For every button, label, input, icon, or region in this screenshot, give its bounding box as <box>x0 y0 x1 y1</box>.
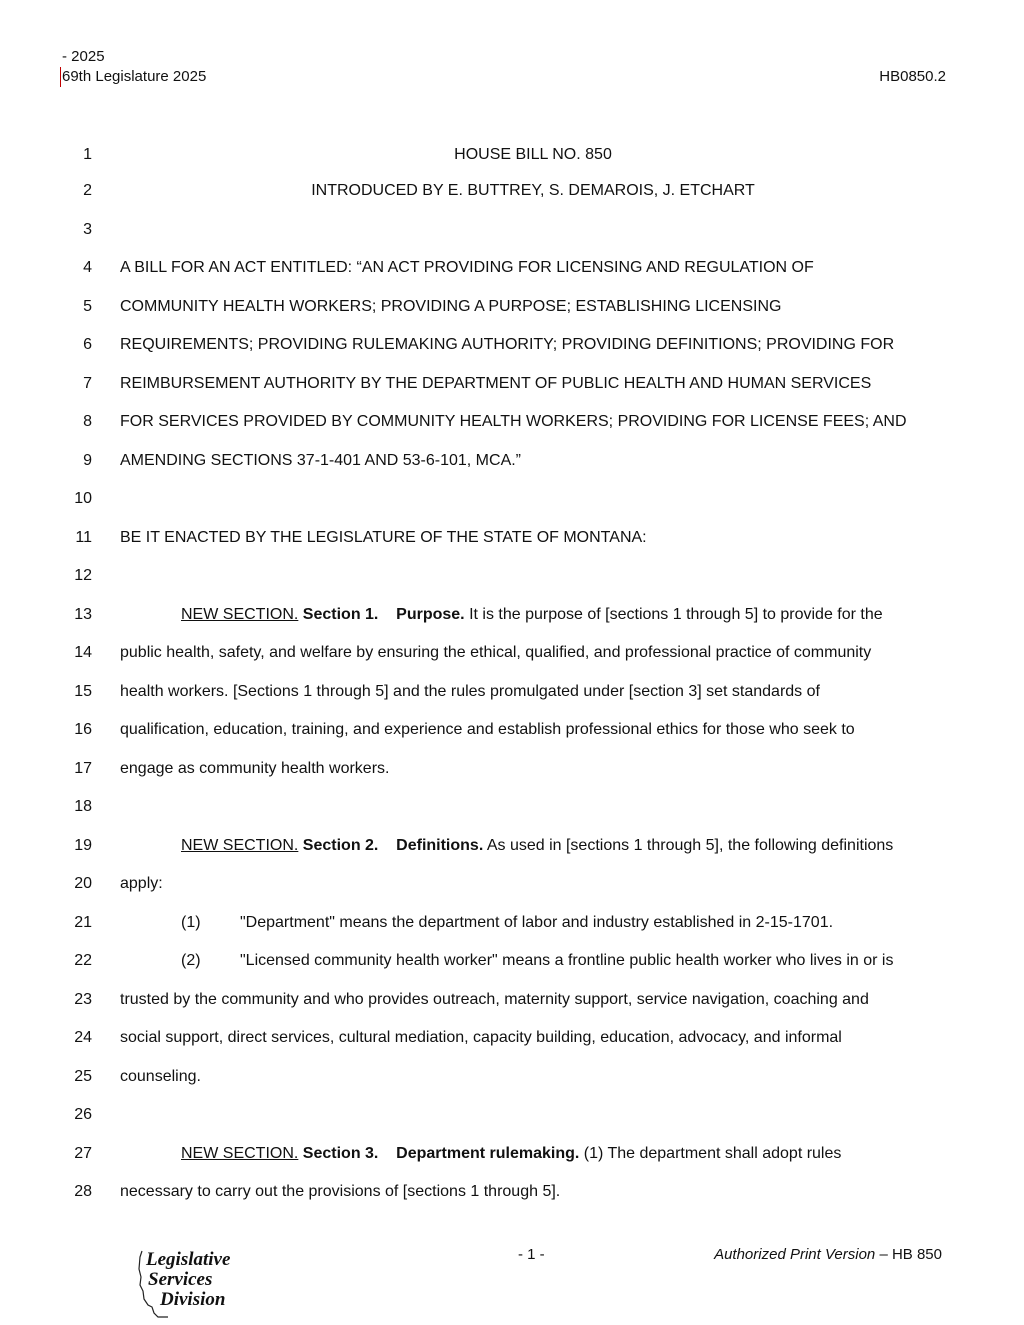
section-text: (1) The department shall adopt rules <box>579 1145 842 1162</box>
bill-title: HOUSE BILL NO. 850 <box>454 146 612 163</box>
body-line: qualification, education, training, and experience and establish professional ethics for those who seek to <box>120 721 855 738</box>
version-line: - 2025 <box>62 48 105 65</box>
title-line: A BILL FOR AN ACT ENTITLED: “AN ACT PROVIDING FOR LICENSING AND REGULATION OF <box>120 259 814 276</box>
body-line: health workers. [Sections 1 through 5] and the rules promulgated under [section 3] set standards of <box>120 683 820 700</box>
body-line: public health, safety, and welfare by ensuring the ethical, qualified, and professional practice of community <box>120 644 872 661</box>
section-number: Section 2. <box>302 837 379 854</box>
line-number: 16 <box>74 721 92 738</box>
line-number: 19 <box>74 837 92 854</box>
line-number: 1 <box>83 146 92 163</box>
line-number: 14 <box>74 644 92 661</box>
line-number: 24 <box>74 1029 92 1046</box>
section-number: Section 3. <box>302 1145 379 1162</box>
page-number: - 1 - <box>518 1246 545 1263</box>
title-line: REIMBURSEMENT AUTHORITY BY THE DEPARTMENT OF PUBLIC HEALTH AND HUMAN SERVICES <box>120 375 872 392</box>
line-number: 10 <box>74 490 92 507</box>
section-text: It is the purpose of [sections 1 through 5] to provide for the <box>464 606 883 623</box>
section-1-line <box>120 606 883 624</box>
definition-line <box>120 952 893 970</box>
line-number: 20 <box>74 875 92 892</box>
bill-code: HB0850.2 <box>879 68 946 85</box>
line-number: 27 <box>74 1145 92 1162</box>
line-number: 9 <box>83 452 92 469</box>
enacting-clause: BE IT ENACTED BY THE LEGISLATURE OF THE STATE OF MONTANA: <box>120 529 647 546</box>
line-number: 28 <box>74 1183 92 1200</box>
title-line: COMMUNITY HEALTH WORKERS; PROVIDING A PURPOSE; ESTABLISHING LICENSING <box>120 298 782 315</box>
logo-line-3: Division <box>160 1289 226 1310</box>
text-cursor <box>60 67 61 87</box>
line-number: 25 <box>74 1068 92 1085</box>
line-number: 3 <box>83 221 92 238</box>
logo-line-2: Services <box>148 1269 213 1290</box>
line-number: 5 <box>83 298 92 315</box>
authorized-label: Authorized Print Version <box>714 1246 876 1263</box>
definition-text: "Licensed community health worker" means a frontline public health worker who lives in or is <box>240 952 894 969</box>
body-line: apply: <box>120 875 163 892</box>
line-number: 22 <box>74 952 92 969</box>
line-number: 11 <box>75 529 92 546</box>
line-number: 6 <box>83 336 92 353</box>
bill-sponsors: INTRODUCED BY E. BUTTREY, S. DEMAROIS, J. ETCHART <box>311 182 755 199</box>
line-number: 4 <box>83 259 92 276</box>
section-text: As used in [sections 1 through 5], the following definitions <box>483 837 894 854</box>
line-number: 8 <box>83 413 92 430</box>
line-number: 21 <box>74 914 92 931</box>
title-line: FOR SERVICES PROVIDED BY COMMUNITY HEALTH WORKERS; PROVIDING FOR LICENSE FEES; AND <box>120 413 907 430</box>
section-number: Section 1. <box>302 606 379 623</box>
section-heading: Department rulemaking. <box>396 1145 580 1162</box>
body-line: engage as community health workers. <box>120 760 390 777</box>
definition-text: "Department" means the department of labor and industry established in 2-15-1701. <box>240 914 834 931</box>
subsection-number: (1) <box>181 914 201 931</box>
subsection-number: (2) <box>181 952 201 969</box>
legislative-services-logo <box>134 1247 254 1319</box>
section-heading: Definitions. <box>396 837 484 854</box>
section-heading: Purpose. <box>396 606 465 623</box>
title-line: AMENDING SECTIONS 37-1-401 AND 53-6-101, MCA.” <box>120 452 522 469</box>
line-number: 26 <box>74 1106 92 1123</box>
body-line: social support, direct services, cultural mediation, capacity building, education, advocacy, and informal <box>120 1029 842 1046</box>
line-number: 15 <box>74 683 92 700</box>
definition-line <box>120 914 833 932</box>
section-3-line <box>120 1145 841 1163</box>
body-line: counseling. <box>120 1068 201 1085</box>
section-2-line <box>120 837 893 855</box>
line-number: 17 <box>74 760 92 777</box>
line-number: 2 <box>83 182 92 199</box>
title-line: REQUIREMENTS; PROVIDING RULEMAKING AUTHORITY; PROVIDING DEFINITIONS; PROVIDING FOR <box>120 336 895 353</box>
body-line: necessary to carry out the provisions of [sections 1 through 5]. <box>120 1183 561 1200</box>
line-number: 7 <box>83 375 92 392</box>
legislature-label: 69th Legislature 2025 <box>62 68 207 85</box>
print-version <box>714 1246 942 1263</box>
logo-line-1: Legislative <box>146 1249 231 1270</box>
new-section-label: NEW SECTION. <box>181 606 299 623</box>
bill-reference: – HB 850 <box>875 1246 942 1263</box>
line-number: 18 <box>74 798 92 815</box>
new-section-label: NEW SECTION. <box>181 837 299 854</box>
line-number: 23 <box>74 991 92 1008</box>
line-number: 13 <box>74 606 92 623</box>
new-section-label: NEW SECTION. <box>181 1145 299 1162</box>
body-line: trusted by the community and who provides outreach, maternity support, service navigation, coaching and <box>120 991 869 1008</box>
line-number: 12 <box>74 567 92 584</box>
